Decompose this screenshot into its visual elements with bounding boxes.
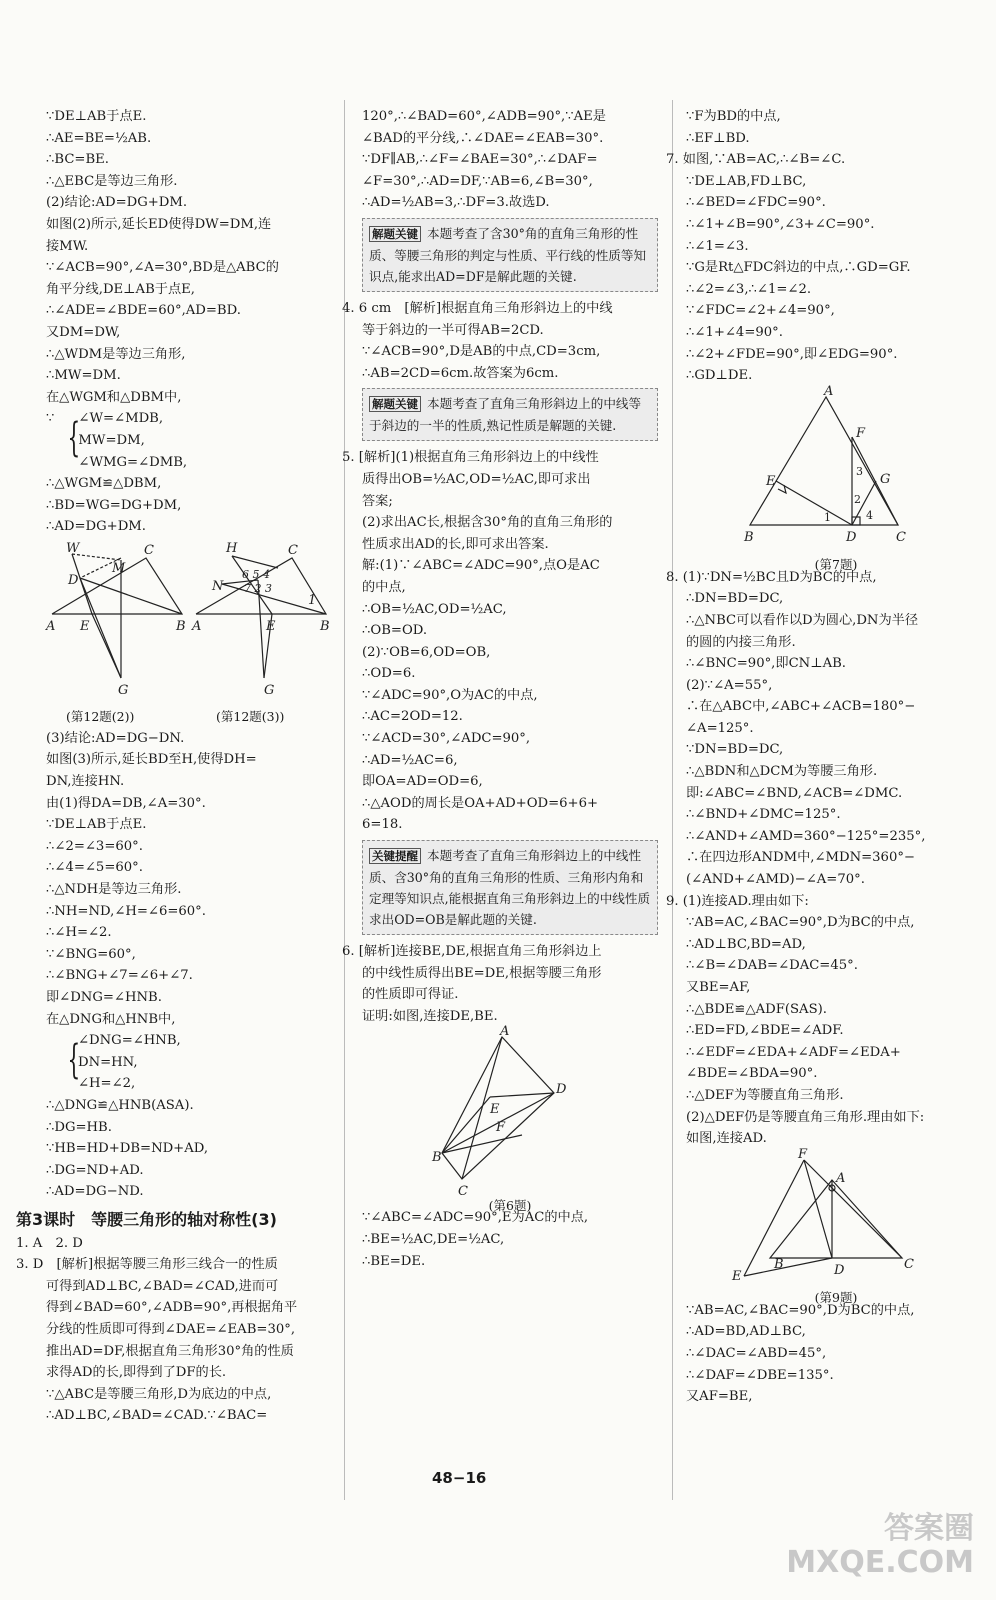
text-line: ∴BC=BE. xyxy=(46,152,109,168)
text-line: ∴∠H=∠2. xyxy=(46,925,112,941)
condition: MW=DM, xyxy=(78,432,145,448)
text-line: 即OA=AD=OD=6, xyxy=(362,774,483,790)
text-line: ∴NH=ND,∠H=∠6=60°. xyxy=(46,903,206,919)
text-line: 求得AD的长,即得到了DF的长. xyxy=(46,1365,227,1381)
text-line: 在△DNG和△HNB中, xyxy=(46,1011,176,1027)
text-line: ∴AD⊥BC,BD=AD, xyxy=(686,936,806,952)
text-line: ∴EF⊥BD. xyxy=(686,130,750,146)
text-line: 8. (1)∵DN=½BC且D为BC的中点, xyxy=(666,569,877,585)
text-line: ∴∠BNC=90°,即CN⊥AB. xyxy=(686,656,847,672)
text-line: ∴MW=DM. xyxy=(46,368,121,384)
text-line: ∴∠2=∠3=60°. xyxy=(46,838,143,854)
text-line: ∵∠ADC=90°,O为AC的中点, xyxy=(362,687,538,703)
text-line: 推出AD=DF,根据直角三角形30°角的性质 xyxy=(46,1343,294,1359)
condition: ∠WMG=∠DMB, xyxy=(78,454,188,470)
column-divider xyxy=(672,100,673,1500)
text-line: ∴DG=ND+AD. xyxy=(46,1162,144,1178)
text-line: ∴BE=DE. xyxy=(362,1253,426,1269)
condition: ∠H=∠2, xyxy=(78,1076,136,1092)
text-line: ∴∠EDF=∠EDA+∠ADF=∠EDA+ xyxy=(686,1044,901,1060)
key-point-tag: 关键提醒 xyxy=(369,848,421,864)
text-line: ∴OB=½AC,OD=½AC, xyxy=(362,601,507,617)
svg-text:B: B xyxy=(774,1256,784,1272)
text-line: ∠F=30°,∴AD=DF,∵AB=6,∠B=30°, xyxy=(362,173,593,189)
text-line: 的圆的内接三角形. xyxy=(686,634,796,650)
figure-7 xyxy=(686,383,986,573)
svg-text:C: C xyxy=(288,542,298,558)
text-line: ∴AE=BE=½AB. xyxy=(46,130,152,146)
text-line: ∴∠BNG+∠7=∠6+∠7. xyxy=(46,968,193,984)
text-line: ∴BE=½AC,DE=½AC, xyxy=(362,1232,505,1247)
text-line: ∵F为BD的中点, xyxy=(686,109,781,124)
text-line: ∴△BDE≌△ADF(SAS). xyxy=(686,1001,827,1017)
text-line: ∴∠DAF=∠DBE=135°. xyxy=(686,1367,834,1383)
svg-text:A: A xyxy=(46,618,56,634)
congruence-conditions: { ∠DNG=∠HNB, DN=HN, ∠H=∠2, xyxy=(46,1030,332,1095)
text-line: ∴∠BED=∠FDC=90°. xyxy=(686,195,826,211)
text-line: ∵G是Rt△FDC斜边的中点,∴GD=GF. xyxy=(686,260,911,276)
text-line: ∴△EBC是等边三角形. xyxy=(46,173,178,189)
text-line: ∵∠ACB=90°,∠A=30°,BD是△ABC的 xyxy=(46,260,279,276)
column-1 xyxy=(16,106,332,1427)
text-line: 角平分线,DE⊥AB于点E, xyxy=(46,281,195,297)
text-line: ∵DF∥AB,∴∠F=∠BAE=30°,∴∠DAF= xyxy=(362,152,598,168)
text-line: ∴AD=BD,AD⊥BC, xyxy=(686,1324,806,1340)
condition: ∠DNG=∠HNB, xyxy=(78,1033,181,1049)
text-line: ∵AB=AC,∠BAC=90°,D为BC的中点, xyxy=(686,915,915,931)
text-line: ∴△WDM是等边三角形, xyxy=(46,346,186,362)
text-line: (∠AND+∠AMD)−∠A=70°. xyxy=(686,872,865,888)
text-line: ∴∠2+∠FDE=90°,即∠EDG=90°. xyxy=(686,346,898,362)
column-2 xyxy=(342,106,658,1272)
svg-text:A: A xyxy=(192,618,202,634)
text-line: ∴∠1+∠4=90°. xyxy=(686,324,783,340)
key-point-text: 本题考查了含30°角的直角三角形的性质、等腰三角形的判定与性质、平行线的性质等知识点,能求出AD=DF是解此题的关键. xyxy=(369,225,647,284)
text-line: 答案; xyxy=(362,493,393,509)
text-line: ∴在△ABC中,∠ABC+∠ACB=180°− xyxy=(686,699,916,715)
text-line: (3)结论:AD=DG−DN. xyxy=(46,730,185,746)
text-line: (2)结论:AD=DG+DM. xyxy=(46,195,188,211)
svg-text:4: 4 xyxy=(866,508,873,522)
text-line: 的中线性质得出BE=DE,根据等腰三角形 xyxy=(362,965,602,981)
svg-text:E: E xyxy=(80,618,90,634)
text-line: ∴ED=FD,∠BDE=∠ADF. xyxy=(686,1023,844,1039)
svg-text:H: H xyxy=(226,540,238,556)
column-3 xyxy=(666,106,986,1408)
text-line: 又BE=AF, xyxy=(686,980,751,995)
text-line: 可得到AD⊥BC,∠BAD=∠CAD,进而可 xyxy=(46,1278,279,1294)
svg-text:C: C xyxy=(896,529,906,545)
text-line: 5. [解析](1)根据直角三角形斜边上的中线性 xyxy=(342,450,599,466)
condition: ∠W=∠MDB, xyxy=(78,411,164,427)
text-line: 1. A 2. D xyxy=(16,1235,83,1251)
svg-text:A: A xyxy=(824,383,834,399)
figure-12-2-and-3 xyxy=(46,538,332,728)
svg-text:D: D xyxy=(846,529,857,545)
geometry-figure xyxy=(686,383,986,547)
text-line: ∴∠4=∠5=60°. xyxy=(46,860,143,876)
svg-text:F: F xyxy=(496,1120,506,1136)
text-line: ∴∠1=∠3. xyxy=(686,238,749,254)
svg-text:E: E xyxy=(490,1102,500,1118)
text-line: ∵∠BNG=60°, xyxy=(46,946,136,962)
text-line: ∴OD=6. xyxy=(362,666,416,682)
svg-text:C: C xyxy=(458,1184,468,1200)
svg-text:G: G xyxy=(880,471,891,487)
figure-caption: (第12题(2)) xyxy=(66,708,135,724)
figure-caption: (第9题) xyxy=(814,1290,858,1306)
text-line: 在△WGM和△DBM中, xyxy=(46,389,182,405)
watermark-logo: 答案圈 xyxy=(884,1511,974,1546)
section-heading: 第3课时 等腰三角形的轴对称性(3) xyxy=(16,1209,277,1229)
svg-text:G: G xyxy=(264,682,275,698)
text-line: ∴AD=DG+DM. xyxy=(46,519,146,535)
text-line: ∴BD=WG=DG+DM, xyxy=(46,497,182,513)
svg-text:G: G xyxy=(118,682,129,698)
svg-text:D: D xyxy=(556,1082,567,1098)
key-point-tag: 解题关键 xyxy=(369,226,421,242)
svg-text:1: 1 xyxy=(824,510,831,524)
watermark-url: MXQE.COM xyxy=(786,1545,974,1580)
text-line: ∴DN=BD=DC, xyxy=(686,591,784,607)
key-point-text: 本题考查了直角三角形斜边上的中线性质、含30°角的直角三角形的性质、三角形内角和定理等知识点,能根据直角三角形斜边上的中线性质求出OD=OB是解此题的关键. xyxy=(369,848,651,928)
svg-text:D: D xyxy=(834,1262,845,1278)
text-line: ∵∠FDC=∠2+∠4=90°, xyxy=(686,303,835,319)
text-line: ∴∠2=∠3,∴∠1=∠2. xyxy=(686,281,812,297)
text-line: 如图(2)所示,延长ED使得DW=DM,连 xyxy=(46,216,272,232)
text-line: 的中点, xyxy=(362,579,406,595)
text-line: 6. [解析]连接BE,DE,根据直角三角形斜边上 xyxy=(342,944,602,960)
svg-text:6 5 4: 6 5 4 xyxy=(242,567,270,581)
text-line: ∴∠AND+∠AMD=360°−125°=235°, xyxy=(686,828,926,844)
figure-caption: (第6题) xyxy=(488,1198,532,1213)
svg-text:A: A xyxy=(500,1024,510,1040)
text-line: 又DM=DW, xyxy=(46,324,121,340)
geometry-figure xyxy=(686,1146,986,1284)
text-line: ∴△BDN和△DCM为等腰三角形. xyxy=(686,764,878,780)
text-line: 7. 如图,∵AB=AC,∴∠B=∠C. xyxy=(666,152,846,168)
svg-text:F: F xyxy=(856,425,866,441)
key-point-text: 本题考查了直角三角形斜边上的中线等于斜边的一半的性质,熟记性质是解题的关键. xyxy=(369,396,642,434)
text-line: 性质求出AD的长,即可求出答案. xyxy=(362,536,549,552)
svg-text:1: 1 xyxy=(308,592,317,608)
text-line: 120°,∴∠BAD=60°,∠ADB=90°,∵AE是 xyxy=(362,109,606,124)
text-line: 即:∠ABC=∠BND,∠ACB=∠DMC. xyxy=(686,785,903,801)
svg-text:C: C xyxy=(144,542,154,558)
svg-text:A: A xyxy=(836,1170,846,1186)
text-line: 3. D [解析]根据等腰三角形三线合一的性质 xyxy=(16,1257,278,1273)
text-block xyxy=(46,106,332,408)
geometry-figure xyxy=(362,1024,658,1200)
svg-text:B: B xyxy=(320,618,330,634)
text-line: 分线的性质即可得到∠DAE=∠EAB=30°, xyxy=(46,1321,296,1337)
text-line: ∴在四边形ANDM中,∠MDN=360°− xyxy=(686,850,915,866)
key-point-tag: 解题关键 xyxy=(369,396,421,412)
text-line: 的性质即可得证. xyxy=(362,987,459,1003)
watermark xyxy=(786,1512,974,1580)
figure-caption: (第12题(3)) xyxy=(216,708,285,724)
svg-text:B: B xyxy=(432,1150,442,1166)
text-line: (2)求出AC长,根据含30°角的直角三角形的 xyxy=(362,515,613,531)
text-line: 等于斜边的一半可得AB=2CD. xyxy=(362,322,544,338)
text-line: ∵AB=AC,∠BAC=90°,D为BC的中点, xyxy=(686,1302,915,1318)
text-line: ∴△DNG≌△HNB(ASA). xyxy=(46,1097,194,1113)
svg-text:C: C xyxy=(904,1256,914,1272)
text-line: ∠BAD的平分线,∴∠DAE=∠EAB=30°. xyxy=(362,130,604,146)
text-line: 质得出OB=½AC,OD=½AC,即可求出 xyxy=(362,471,591,487)
text-line: 如图(3)所示,延长BD至H,使得DH= xyxy=(46,752,257,768)
svg-text:D: D xyxy=(68,572,79,588)
text-line: ∵DE⊥AB,FD⊥BC, xyxy=(686,173,807,189)
text-line: 6=18. xyxy=(362,817,403,833)
text-line: ∴GD⊥DE. xyxy=(686,368,753,384)
text-line: ∠A=125°. xyxy=(686,720,754,736)
text-line: ∴△NBC可以看作以D为圆心,DN为半径 xyxy=(686,612,919,628)
svg-text:W: W xyxy=(66,540,80,556)
text-line: ∵HB=HD+DB=ND+AD, xyxy=(46,1141,209,1157)
svg-text:E: E xyxy=(766,473,776,489)
key-reminder-box xyxy=(362,840,658,935)
text-line: ∴AC=2OD=12. xyxy=(362,709,463,725)
text-line: ∴AD=DG−ND. xyxy=(46,1184,144,1200)
text-line: 4. 6 cm [解析]根据直角三角形斜边上的中线 xyxy=(342,300,613,316)
text-line: 又AF=BE, xyxy=(686,1389,753,1405)
text-line: ∵DE⊥AB于点E. xyxy=(46,817,147,833)
key-point-box xyxy=(362,388,658,441)
figure-9 xyxy=(686,1146,986,1306)
svg-text:E: E xyxy=(732,1268,742,1284)
svg-text:7 2 3: 7 2 3 xyxy=(244,581,272,595)
svg-text:B: B xyxy=(744,529,754,545)
text-line: ∴∠BND+∠DMC=125°. xyxy=(686,807,841,823)
text-line: DN,连接HN. xyxy=(46,774,125,790)
text-line: 解:(1)∵∠ABC=∠ADC=90°,点O是AC xyxy=(362,558,600,574)
text-line: 由(1)得DA=DB,∠A=30°. xyxy=(46,795,206,811)
geometry-figure xyxy=(46,538,332,728)
text-line: (2)∵∠A=55°, xyxy=(686,677,773,693)
text-line: 接MW. xyxy=(46,238,89,254)
text-line: ∵DN=BD=DC, xyxy=(686,742,784,758)
text-line: ∴AD⊥BC,∠BAD=∠CAD.∵∠BAC= xyxy=(46,1408,268,1424)
text-line: ∴OB=OD. xyxy=(362,623,428,639)
text-line: ∴AB=2CD=6cm.故答案为6cm. xyxy=(362,365,559,381)
text-line: (2)∵OB=6,OD=OB, xyxy=(362,644,491,660)
text-line: 得到∠BAD=60°,∠ADB=90°,再根据角平 xyxy=(46,1300,298,1316)
svg-text:2: 2 xyxy=(854,492,861,506)
svg-text:N: N xyxy=(212,578,224,594)
text-line: ∴△NDH是等边三角形. xyxy=(46,882,182,898)
text-line: ∴DG=HB. xyxy=(46,1119,112,1135)
text-line: 如图,连接AD. xyxy=(686,1131,767,1147)
condition: DN=HN, xyxy=(78,1054,138,1070)
text-line: ∵△ABC是等腰三角形,D为底边的中点, xyxy=(46,1386,272,1402)
text-line: ∴∠DAC=∠ABD=45°, xyxy=(686,1345,827,1361)
svg-text:B: B xyxy=(176,618,186,634)
text-line: (2)△DEF仍是等腰直角三角形.理由如下: xyxy=(686,1109,925,1125)
text-line: ∴∠ADE=∠BDE=60°,AD=BD. xyxy=(46,303,241,319)
text-line: ∴AD=½AB=3,∴DF=3.故选D. xyxy=(362,195,550,211)
text-line: ∴∠1+∠B=90°,∠3+∠C=90°. xyxy=(686,216,875,232)
text-line: ∵∠ABC=∠ADC=90°,E为AC的中点, xyxy=(362,1210,589,1226)
text-line: ∵∠ACB=90°,D是AB的中点,CD=3cm, xyxy=(362,344,601,360)
text-line: ∴∠B=∠DAB=∠DAC=45°. xyxy=(686,958,858,974)
svg-text:3: 3 xyxy=(856,464,863,478)
text-line: ∵DE⊥AB于点E. xyxy=(46,109,147,124)
key-point-box xyxy=(362,218,658,292)
text-line: ∴△DEF为等腰直角三角形. xyxy=(686,1087,844,1103)
text-line: 9. (1)连接AD.理由如下: xyxy=(666,893,809,909)
page-number: 48−16 xyxy=(432,1469,487,1487)
svg-text:E: E xyxy=(266,618,276,634)
figure-6 xyxy=(362,1024,658,1213)
congruence-conditions: ∵ { ∠W=∠MDB, MW=DM, ∠WMG=∠DMB, xyxy=(46,408,332,473)
svg-text:F: F xyxy=(798,1146,808,1162)
svg-text:M: M xyxy=(112,560,126,576)
text-line: ∴△AOD的周长是OA+AD+OD=6+6+ xyxy=(362,795,599,811)
text-line: 即∠DNG=∠HNB. xyxy=(46,990,162,1005)
text-line: 证明:如图,连接DE,BE. xyxy=(362,1008,498,1024)
figure-caption: (第7题) xyxy=(814,557,858,573)
text-line: ∴AD=½AC=6, xyxy=(362,752,458,768)
text-line: ∠BDE=∠BDA=90°. xyxy=(686,1066,818,1082)
text-line: ∵∠ACD=30°,∠ADC=90°, xyxy=(362,731,531,747)
text-line: ∴△WGM≌△DBM, xyxy=(46,476,162,492)
